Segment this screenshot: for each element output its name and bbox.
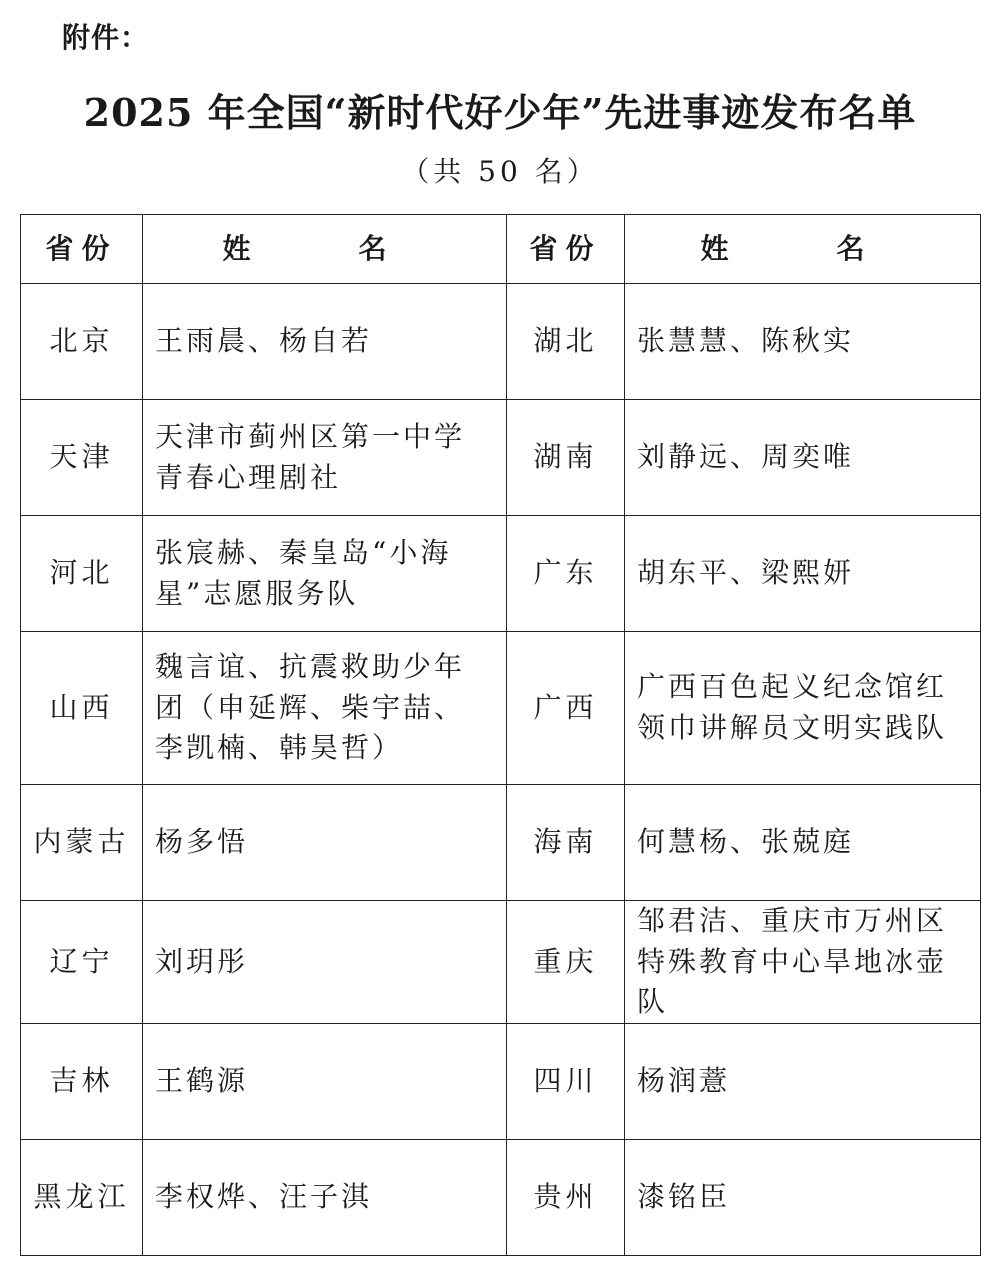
- names-cell: 刘玥彤: [143, 901, 507, 1024]
- table-row: [21, 632, 981, 785]
- province-cell: 天津: [21, 400, 143, 516]
- province-cell: 重庆: [507, 901, 625, 1024]
- names-cell: 胡东平、梁熙妍: [625, 516, 981, 632]
- names-cell: 邹君洁、重庆市万州区特殊教育中心旱地冰壶队: [625, 901, 981, 1024]
- province-cell: 海南: [507, 785, 625, 901]
- names-cell: 张慧慧、陈秋实: [625, 284, 981, 400]
- table-row: [21, 284, 981, 400]
- province-cell: 辽宁: [21, 901, 143, 1024]
- header-province-left: 省份: [21, 215, 143, 284]
- names-cell: 何慧杨、张兢庭: [625, 785, 981, 901]
- province-cell: 黑龙江: [21, 1139, 143, 1255]
- province-cell: 北京: [21, 284, 143, 400]
- document-title: 2025 年全国“新时代好少年”先进事迹发布名单: [83, 90, 917, 135]
- names-cell: 天津市蓟州区第一中学青春心理剧社: [143, 400, 507, 516]
- names-cell: 王鹤源: [143, 1023, 507, 1139]
- names-cell: 杨多悟: [143, 785, 507, 901]
- province-cell: 湖南: [507, 400, 625, 516]
- province-cell: 湖北: [507, 284, 625, 400]
- names-cell: 张宸赫、秦皇岛“小海星”志愿服务队: [143, 516, 507, 632]
- province-cell: 河北: [21, 516, 143, 632]
- names-cell: 王雨晨、杨自若: [143, 284, 507, 400]
- table-row: [21, 400, 981, 516]
- table-row: [21, 901, 981, 1024]
- province-cell: 贵州: [507, 1139, 625, 1255]
- header-names-right: 姓 名: [625, 215, 981, 284]
- names-cell: 李权烨、汪子淇: [143, 1139, 507, 1255]
- names-cell: 刘静远、周奕唯: [625, 400, 981, 516]
- province-cell: 广东: [507, 516, 625, 632]
- header-province-right: 省份: [507, 215, 625, 284]
- names-cell: 广西百色起义纪念馆红领巾讲解员文明实践队: [625, 632, 981, 785]
- header-names-left: 姓 名: [143, 215, 507, 284]
- names-cell: 漆铭臣: [625, 1139, 981, 1255]
- names-cell: 魏言谊、抗震救助少年团（申延辉、柴宇喆、李凯楠、韩昊哲）: [143, 632, 507, 785]
- table-row: [21, 1023, 981, 1139]
- table-row: [21, 1139, 981, 1255]
- province-cell: 四川: [507, 1023, 625, 1139]
- names-cell: 杨润薏: [625, 1023, 981, 1139]
- table-row: [21, 785, 981, 901]
- roster-table: [20, 214, 981, 1256]
- table-row: [21, 516, 981, 632]
- province-cell: 内蒙古: [21, 785, 143, 901]
- province-cell: 广西: [507, 632, 625, 785]
- province-cell: 山西: [21, 632, 143, 785]
- province-cell: 吉林: [21, 1023, 143, 1139]
- table-header-row: [21, 215, 981, 284]
- attachment-label: 附件：: [62, 21, 150, 54]
- document-subtitle: （共 50 名）: [401, 155, 599, 188]
